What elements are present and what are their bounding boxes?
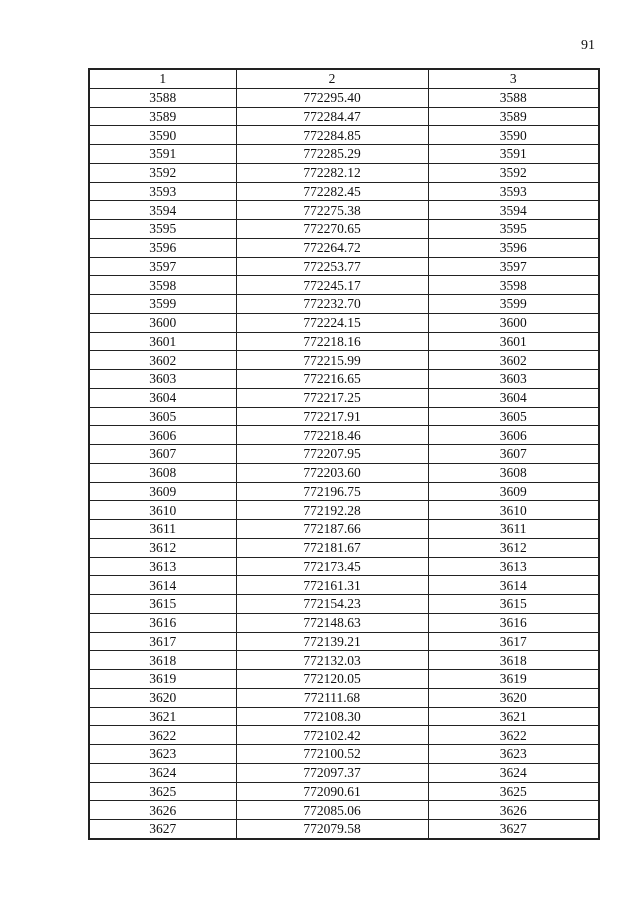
table-cell-col-3: 3627 bbox=[428, 820, 599, 839]
table-body bbox=[89, 88, 599, 839]
table-cell-col-3: 3588 bbox=[428, 88, 599, 107]
table-cell-col-1: 3610 bbox=[89, 501, 236, 520]
table-row bbox=[89, 595, 599, 614]
table-row bbox=[89, 295, 599, 314]
table-row bbox=[89, 88, 599, 107]
table-cell-col-3: 3618 bbox=[428, 651, 599, 670]
table-cell-col-1: 3595 bbox=[89, 220, 236, 239]
table-cell-col-2: 772282.45 bbox=[236, 182, 428, 201]
table-cell-col-2: 772192.28 bbox=[236, 501, 428, 520]
table-cell-col-1: 3591 bbox=[89, 145, 236, 164]
table-cell-col-2: 772196.75 bbox=[236, 482, 428, 501]
table-cell-col-3: 3607 bbox=[428, 445, 599, 464]
table-row bbox=[89, 370, 599, 389]
table-row bbox=[89, 107, 599, 126]
table-row bbox=[89, 801, 599, 820]
table-cell-col-2: 772284.47 bbox=[236, 107, 428, 126]
table-cell-col-2: 772132.03 bbox=[236, 651, 428, 670]
table-cell-col-3: 3610 bbox=[428, 501, 599, 520]
table-cell-col-3: 3609 bbox=[428, 482, 599, 501]
table-cell-col-3: 3606 bbox=[428, 426, 599, 445]
table-cell-col-2: 772187.66 bbox=[236, 520, 428, 539]
table-cell-col-1: 3624 bbox=[89, 763, 236, 782]
table-cell-col-1: 3598 bbox=[89, 276, 236, 295]
table-cell-col-1: 3597 bbox=[89, 257, 236, 276]
table-cell-col-1: 3615 bbox=[89, 595, 236, 614]
table-cell-col-3: 3589 bbox=[428, 107, 599, 126]
table-row bbox=[89, 520, 599, 539]
table-row bbox=[89, 276, 599, 295]
table-row bbox=[89, 220, 599, 239]
column-header-2: 2 bbox=[236, 69, 428, 88]
table-row bbox=[89, 538, 599, 557]
table-cell-col-1: 3604 bbox=[89, 388, 236, 407]
table-row bbox=[89, 745, 599, 764]
table-cell-col-3: 3600 bbox=[428, 313, 599, 332]
page-number: 91 bbox=[581, 38, 595, 53]
table-cell-col-1: 3588 bbox=[89, 88, 236, 107]
table-row bbox=[89, 651, 599, 670]
table-cell-col-3: 3624 bbox=[428, 763, 599, 782]
table-cell-col-3: 3590 bbox=[428, 126, 599, 145]
table-row bbox=[89, 313, 599, 332]
table-cell-col-3: 3603 bbox=[428, 370, 599, 389]
table-cell-col-3: 3612 bbox=[428, 538, 599, 557]
table-row bbox=[89, 238, 599, 257]
table-cell-col-1: 3619 bbox=[89, 670, 236, 689]
table-cell-col-2: 772203.60 bbox=[236, 463, 428, 482]
table-cell-col-3: 3613 bbox=[428, 557, 599, 576]
table-cell-col-1: 3616 bbox=[89, 613, 236, 632]
table-cell-col-3: 3598 bbox=[428, 276, 599, 295]
table-cell-col-2: 772275.38 bbox=[236, 201, 428, 220]
table-cell-col-3: 3602 bbox=[428, 351, 599, 370]
table-row bbox=[89, 351, 599, 370]
table-cell-col-1: 3623 bbox=[89, 745, 236, 764]
table-cell-col-3: 3625 bbox=[428, 782, 599, 801]
table-cell-col-2: 772154.23 bbox=[236, 595, 428, 614]
table-cell-col-2: 772284.85 bbox=[236, 126, 428, 145]
table-cell-col-2: 772097.37 bbox=[236, 763, 428, 782]
table-cell-col-3: 3626 bbox=[428, 801, 599, 820]
table-cell-col-3: 3596 bbox=[428, 238, 599, 257]
table-row bbox=[89, 482, 599, 501]
table-cell-col-1: 3620 bbox=[89, 688, 236, 707]
table-cell-col-1: 3605 bbox=[89, 407, 236, 426]
table-row bbox=[89, 782, 599, 801]
table-cell-col-1: 3613 bbox=[89, 557, 236, 576]
table-cell-col-2: 772232.70 bbox=[236, 295, 428, 314]
table-cell-col-2: 772120.05 bbox=[236, 670, 428, 689]
table-cell-col-1: 3614 bbox=[89, 576, 236, 595]
table-row bbox=[89, 332, 599, 351]
table-cell-col-1: 3603 bbox=[89, 370, 236, 389]
table-cell-col-3: 3601 bbox=[428, 332, 599, 351]
table-row bbox=[89, 576, 599, 595]
table-cell-col-2: 772207.95 bbox=[236, 445, 428, 464]
table-cell-col-2: 772218.16 bbox=[236, 332, 428, 351]
table-cell-col-3: 3592 bbox=[428, 163, 599, 182]
table-cell-col-2: 772090.61 bbox=[236, 782, 428, 801]
table-row bbox=[89, 388, 599, 407]
table-cell-col-2: 772139.21 bbox=[236, 632, 428, 651]
table-cell-col-1: 3608 bbox=[89, 463, 236, 482]
table-cell-col-1: 3590 bbox=[89, 126, 236, 145]
table-cell-col-3: 3622 bbox=[428, 726, 599, 745]
table-cell-col-1: 3589 bbox=[89, 107, 236, 126]
table-cell-col-2: 772217.25 bbox=[236, 388, 428, 407]
table-row bbox=[89, 163, 599, 182]
table-cell-col-1: 3594 bbox=[89, 201, 236, 220]
table-row bbox=[89, 726, 599, 745]
table-cell-col-1: 3596 bbox=[89, 238, 236, 257]
table-cell-col-1: 3625 bbox=[89, 782, 236, 801]
table-cell-col-1: 3593 bbox=[89, 182, 236, 201]
column-header-1: 1 bbox=[89, 69, 236, 88]
table-cell-col-1: 3609 bbox=[89, 482, 236, 501]
table-cell-col-2: 772100.52 bbox=[236, 745, 428, 764]
table-cell-col-1: 3599 bbox=[89, 295, 236, 314]
table-cell-col-3: 3595 bbox=[428, 220, 599, 239]
table-cell-col-2: 772079.58 bbox=[236, 820, 428, 839]
table-cell-col-2: 772215.99 bbox=[236, 351, 428, 370]
table-cell-col-3: 3614 bbox=[428, 576, 599, 595]
table-cell-col-1: 3607 bbox=[89, 445, 236, 464]
table-cell-col-2: 772085.06 bbox=[236, 801, 428, 820]
table-cell-col-3: 3593 bbox=[428, 182, 599, 201]
table-cell-col-3: 3599 bbox=[428, 295, 599, 314]
table-row bbox=[89, 201, 599, 220]
table-cell-col-2: 772253.77 bbox=[236, 257, 428, 276]
table-row bbox=[89, 145, 599, 164]
table-cell-col-2: 772285.29 bbox=[236, 145, 428, 164]
table-cell-col-1: 3602 bbox=[89, 351, 236, 370]
table-cell-col-2: 772108.30 bbox=[236, 707, 428, 726]
table-cell-col-1: 3592 bbox=[89, 163, 236, 182]
table-cell-col-3: 3591 bbox=[428, 145, 599, 164]
table-cell-col-2: 772148.63 bbox=[236, 613, 428, 632]
table-row bbox=[89, 426, 599, 445]
table-row bbox=[89, 632, 599, 651]
table-cell-col-3: 3604 bbox=[428, 388, 599, 407]
table-cell-col-2: 772270.65 bbox=[236, 220, 428, 239]
table-cell-col-2: 772245.17 bbox=[236, 276, 428, 295]
table-header-row bbox=[89, 69, 599, 88]
table-cell-col-2: 772217.91 bbox=[236, 407, 428, 426]
table-cell-col-3: 3617 bbox=[428, 632, 599, 651]
table-row bbox=[89, 707, 599, 726]
table-cell-col-3: 3621 bbox=[428, 707, 599, 726]
table-cell-col-2: 772216.65 bbox=[236, 370, 428, 389]
table-cell-col-1: 3600 bbox=[89, 313, 236, 332]
table-cell-col-1: 3611 bbox=[89, 520, 236, 539]
table-cell-col-3: 3616 bbox=[428, 613, 599, 632]
table-cell-col-2: 772161.31 bbox=[236, 576, 428, 595]
table-cell-col-3: 3615 bbox=[428, 595, 599, 614]
table-cell-col-2: 772224.15 bbox=[236, 313, 428, 332]
table-cell-col-1: 3626 bbox=[89, 801, 236, 820]
table-row bbox=[89, 257, 599, 276]
table-cell-col-1: 3622 bbox=[89, 726, 236, 745]
table-row bbox=[89, 688, 599, 707]
table-cell-col-2: 772218.46 bbox=[236, 426, 428, 445]
table-row bbox=[89, 445, 599, 464]
table-cell-col-2: 772264.72 bbox=[236, 238, 428, 257]
table-cell-col-2: 772181.67 bbox=[236, 538, 428, 557]
table-cell-col-2: 772102.42 bbox=[236, 726, 428, 745]
table-cell-col-3: 3619 bbox=[428, 670, 599, 689]
data-table bbox=[88, 68, 600, 840]
table-cell-col-1: 3606 bbox=[89, 426, 236, 445]
table-cell-col-3: 3605 bbox=[428, 407, 599, 426]
column-header-3: 3 bbox=[428, 69, 599, 88]
table-row bbox=[89, 126, 599, 145]
table-cell-col-1: 3601 bbox=[89, 332, 236, 351]
table-cell-col-2: 772173.45 bbox=[236, 557, 428, 576]
table-cell-col-1: 3618 bbox=[89, 651, 236, 670]
table-row bbox=[89, 557, 599, 576]
table-cell-col-3: 3608 bbox=[428, 463, 599, 482]
table-row bbox=[89, 763, 599, 782]
table-cell-col-3: 3623 bbox=[428, 745, 599, 764]
table-cell-col-2: 772282.12 bbox=[236, 163, 428, 182]
table-cell-col-3: 3597 bbox=[428, 257, 599, 276]
table-cell-col-1: 3617 bbox=[89, 632, 236, 651]
table-cell-col-3: 3611 bbox=[428, 520, 599, 539]
table-cell-col-1: 3627 bbox=[89, 820, 236, 839]
table-row bbox=[89, 613, 599, 632]
table-row bbox=[89, 820, 599, 839]
table-row bbox=[89, 670, 599, 689]
table-cell-col-3: 3620 bbox=[428, 688, 599, 707]
table-row bbox=[89, 182, 599, 201]
table-cell-col-1: 3621 bbox=[89, 707, 236, 726]
table-row bbox=[89, 463, 599, 482]
table-cell-col-3: 3594 bbox=[428, 201, 599, 220]
table-row bbox=[89, 407, 599, 426]
table-cell-col-2: 772111.68 bbox=[236, 688, 428, 707]
table-cell-col-2: 772295.40 bbox=[236, 88, 428, 107]
table-cell-col-1: 3612 bbox=[89, 538, 236, 557]
table-row bbox=[89, 501, 599, 520]
